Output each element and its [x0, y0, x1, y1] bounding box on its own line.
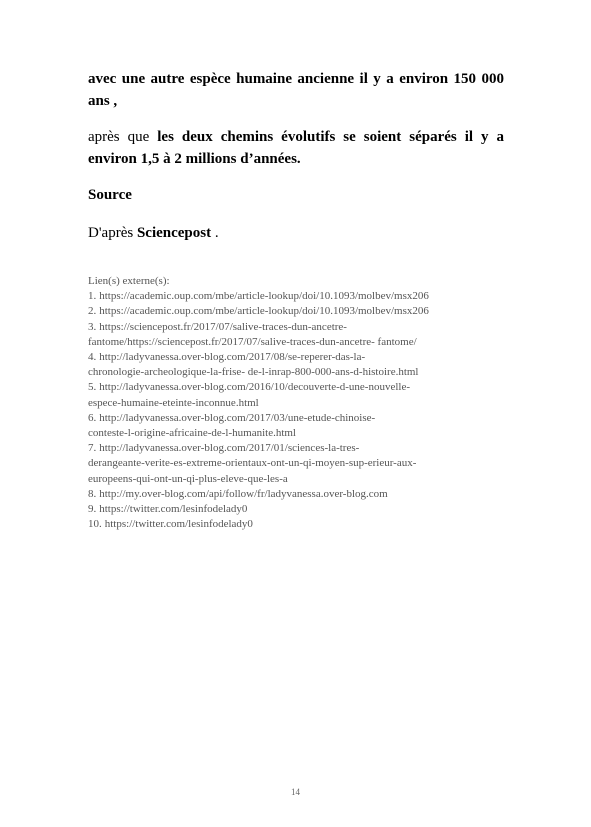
- link-url[interactable]: http://ladyvanessa.over-blog.com/2017/08/se-reperer-das-la-: [99, 351, 366, 364]
- external-links-section: [88, 274, 508, 532]
- link-url[interactable]: http://ladyvanessa.over-blog.com/2017/03/une-etude-chinoise-: [99, 411, 376, 424]
- source-name: Sciencepost: [136, 225, 212, 241]
- link-url-continuation[interactable]: espece-humaine-eteinte-inconnue.html: [88, 396, 259, 409]
- external-link-item[interactable]: [88, 380, 508, 410]
- link-number: 6.: [88, 411, 97, 424]
- link-url[interactable]: http://my.over-blog.com/api/follow/fr/ladyvanessa.over-blog.com: [99, 487, 388, 500]
- paragraph-2-bold-text: les deux chemins évolutifs se soient séparés il y a environ 1,5 à 2 millions d’années.: [88, 129, 504, 167]
- source-line: [88, 222, 504, 244]
- link-url[interactable]: http://ladyvanessa.over-blog.com/2017/01/sciences-la-tres-: [99, 442, 360, 455]
- link-url[interactable]: https://academic.oup.com/mbe/article-lookup/doi/10.1093/molbev/msx206: [99, 290, 429, 303]
- link-url-continuation[interactable]: fantome/https://sciencepost.fr/2017/07/salive-traces-dun-ancetre- fantome/: [88, 335, 417, 348]
- link-number: 2.: [88, 305, 97, 318]
- paragraph-2-prefix: après que: [88, 129, 158, 145]
- external-link-item[interactable]: [88, 304, 508, 319]
- body-paragraph-2: [88, 126, 504, 170]
- link-number: 7.: [88, 442, 97, 455]
- link-number: 10.: [88, 518, 102, 531]
- source-suffix: .: [211, 225, 219, 241]
- external-link-item[interactable]: [88, 517, 508, 532]
- external-links-heading: Lien(s) externe(s):: [88, 275, 170, 287]
- link-url[interactable]: https://academic.oup.com/mbe/article-lookup/doi/10.1093/molbev/msx206: [99, 305, 429, 318]
- external-link-item[interactable]: [88, 320, 508, 350]
- link-number: 5.: [88, 381, 97, 394]
- external-link-item[interactable]: [88, 487, 508, 502]
- link-number: 9.: [88, 503, 97, 516]
- link-url[interactable]: https://twitter.com/lesinfodelady0: [104, 518, 253, 531]
- external-link-item[interactable]: [88, 441, 508, 487]
- page-number: 14: [291, 787, 300, 797]
- source-prefix: D'après: [88, 225, 137, 241]
- link-url-continuation[interactable]: europeens-qui-ont-un-qi-plus-eleve-que-les-a: [88, 472, 288, 485]
- link-number: 1.: [88, 290, 97, 303]
- body-paragraph-1: avec une autre espèce humaine ancienne il y a environ 150 000 ans ,: [88, 71, 504, 109]
- external-link-item[interactable]: [88, 502, 508, 517]
- link-number: 8.: [88, 487, 97, 500]
- link-url-continuation[interactable]: derangeante-verite-es-extreme-orientaux-ont-un-qi-moyen-sup-erieur-aux-: [88, 457, 417, 470]
- link-url[interactable]: http://ladyvanessa.over-blog.com/2016/10/decouverte-d-une-nouvelle-: [99, 381, 410, 394]
- link-url-continuation[interactable]: chronologie-archeologique-la-frise- de-l-inrap-800-000-ans-d-histoire.html: [88, 366, 419, 379]
- external-link-item[interactable]: [88, 350, 508, 380]
- link-url[interactable]: https://twitter.com/lesinfodelady0: [99, 503, 248, 516]
- link-number: 3.: [88, 320, 97, 333]
- source-heading: Source: [88, 187, 132, 203]
- link-number: 4.: [88, 351, 97, 364]
- external-link-item[interactable]: [88, 289, 508, 304]
- external-link-item[interactable]: [88, 411, 508, 441]
- link-url[interactable]: https://sciencepost.fr/2017/07/salive-traces-dun-ancetre-: [99, 320, 347, 333]
- link-url-continuation[interactable]: conteste-l-origine-africaine-de-l-humanite.html: [88, 427, 296, 440]
